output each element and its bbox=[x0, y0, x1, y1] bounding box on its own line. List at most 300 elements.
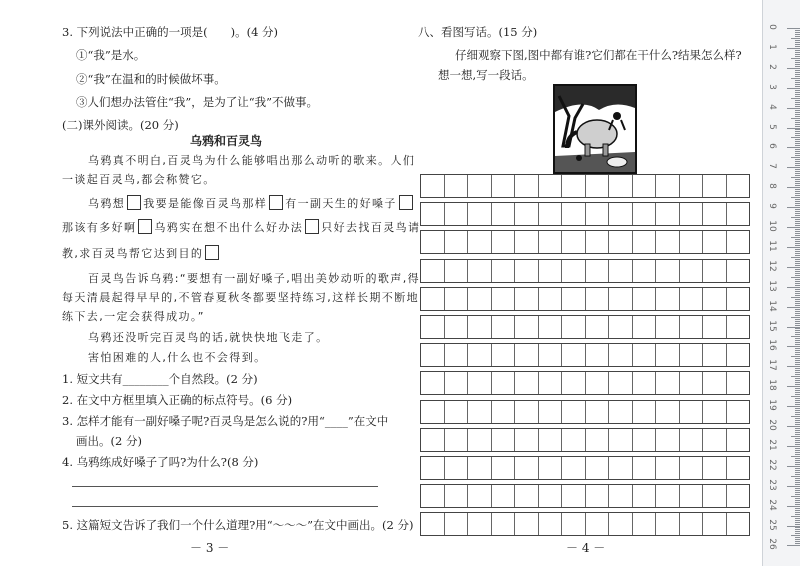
grid-cell[interactable] bbox=[421, 231, 445, 253]
grid-row[interactable] bbox=[420, 287, 750, 311]
grid-cell[interactable] bbox=[421, 401, 445, 423]
ruler-label: 12 bbox=[767, 260, 777, 272]
grid-row[interactable] bbox=[420, 202, 750, 226]
grid-cell[interactable] bbox=[586, 513, 610, 535]
ruler-minor-tick bbox=[795, 102, 800, 103]
grid-cell[interactable] bbox=[727, 429, 750, 451]
grid-cell[interactable] bbox=[703, 429, 727, 451]
ruler-minor-tick bbox=[795, 289, 800, 290]
grid-cell[interactable] bbox=[656, 513, 680, 535]
grid-cell[interactable] bbox=[656, 372, 680, 394]
grid-cell[interactable] bbox=[586, 260, 610, 282]
ruler-minor-tick bbox=[795, 195, 800, 196]
grid-cell[interactable] bbox=[562, 344, 586, 366]
punctuation-box-1[interactable] bbox=[127, 195, 141, 210]
grid-cell[interactable] bbox=[609, 175, 633, 197]
grid-cell[interactable] bbox=[421, 485, 445, 507]
grid-cell[interactable] bbox=[727, 231, 750, 253]
grid-cell[interactable] bbox=[586, 485, 610, 507]
ruler-minor-tick bbox=[791, 177, 800, 178]
grid-cell[interactable] bbox=[609, 288, 633, 310]
grid-row[interactable] bbox=[420, 174, 750, 198]
grid-cell[interactable] bbox=[468, 485, 492, 507]
ruler-label: 24 bbox=[767, 498, 777, 511]
grid-cell[interactable] bbox=[703, 513, 727, 535]
punctuation-box-4[interactable] bbox=[138, 219, 152, 234]
grid-cell[interactable] bbox=[468, 231, 492, 253]
grid-cell[interactable] bbox=[656, 485, 680, 507]
ruler-minor-tick bbox=[795, 285, 800, 286]
ruler-minor-tick bbox=[795, 281, 800, 282]
ruler-minor-tick bbox=[795, 301, 800, 302]
grid-cell[interactable] bbox=[468, 513, 492, 535]
grid-cell[interactable] bbox=[727, 344, 750, 366]
grid-cell[interactable] bbox=[421, 457, 445, 479]
ruler-minor-tick bbox=[795, 543, 800, 544]
grid-cell[interactable] bbox=[680, 401, 704, 423]
grid-cell[interactable] bbox=[562, 401, 586, 423]
grid-cell[interactable] bbox=[492, 260, 516, 282]
ruler-minor-tick bbox=[795, 110, 800, 111]
grid-cell[interactable] bbox=[468, 260, 492, 282]
grid-cell[interactable] bbox=[633, 485, 657, 507]
grid-cell[interactable] bbox=[492, 429, 516, 451]
grid-cell[interactable] bbox=[633, 457, 657, 479]
ruler-minor-tick bbox=[795, 541, 800, 542]
grid-cell[interactable] bbox=[703, 344, 727, 366]
grid-cell[interactable] bbox=[609, 513, 633, 535]
ruler-minor-tick bbox=[795, 171, 800, 172]
grid-row[interactable] bbox=[420, 512, 750, 536]
grid-cell[interactable] bbox=[539, 429, 563, 451]
ruler-minor-tick bbox=[795, 293, 800, 294]
grid-cell[interactable] bbox=[586, 203, 610, 225]
ruler-minor-tick bbox=[795, 64, 800, 65]
grid-cell[interactable] bbox=[680, 429, 704, 451]
grid-cell[interactable] bbox=[515, 485, 539, 507]
q3-option-2: ②“我”在温和的时候做坏事。 bbox=[76, 72, 226, 86]
grid-cell[interactable] bbox=[562, 316, 586, 338]
grid-cell[interactable] bbox=[633, 429, 657, 451]
grid-cell[interactable] bbox=[680, 260, 704, 282]
punctuation-box-6[interactable] bbox=[205, 245, 219, 260]
ruler-major-tick bbox=[787, 346, 800, 347]
grid-cell[interactable] bbox=[515, 288, 539, 310]
grid-cell[interactable] bbox=[680, 203, 704, 225]
grid-cell[interactable] bbox=[633, 316, 657, 338]
grid-cell[interactable] bbox=[586, 344, 610, 366]
grid-cell[interactable] bbox=[609, 401, 633, 423]
ruler-minor-tick bbox=[795, 438, 800, 439]
grid-cell[interactable] bbox=[633, 513, 657, 535]
ruler-minor-tick bbox=[795, 362, 800, 363]
grid-cell[interactable] bbox=[703, 288, 727, 310]
grid-cell[interactable] bbox=[468, 344, 492, 366]
grid-cell[interactable] bbox=[445, 485, 469, 507]
grid-cell[interactable] bbox=[586, 175, 610, 197]
grid-row[interactable] bbox=[420, 315, 750, 339]
grid-cell[interactable] bbox=[539, 316, 563, 338]
punctuation-box-2[interactable] bbox=[269, 195, 283, 210]
grid-row[interactable] bbox=[420, 259, 750, 283]
punctuation-box-5[interactable] bbox=[305, 219, 319, 234]
ruler-minor-tick bbox=[795, 155, 800, 156]
grid-row[interactable] bbox=[420, 343, 750, 367]
grid-cell[interactable] bbox=[727, 372, 750, 394]
ruler-minor-tick bbox=[795, 122, 800, 123]
grid-cell[interactable] bbox=[586, 401, 610, 423]
grid-cell[interactable] bbox=[445, 203, 469, 225]
ruler-minor-tick bbox=[791, 78, 800, 79]
grid-cell[interactable] bbox=[539, 401, 563, 423]
grid-cell[interactable] bbox=[515, 513, 539, 535]
grid-cell[interactable] bbox=[562, 513, 586, 535]
ruler-label: 14 bbox=[767, 299, 777, 312]
grid-cell[interactable] bbox=[421, 316, 445, 338]
grid-cell[interactable] bbox=[539, 175, 563, 197]
grid-cell[interactable] bbox=[492, 203, 516, 225]
grid-cell[interactable] bbox=[680, 231, 704, 253]
grid-cell[interactable] bbox=[703, 316, 727, 338]
ruler-minor-tick bbox=[795, 424, 800, 425]
ruler-minor-tick bbox=[795, 470, 800, 471]
grid-cell[interactable] bbox=[539, 485, 563, 507]
grid-cell[interactable] bbox=[633, 260, 657, 282]
grid-cell[interactable] bbox=[562, 372, 586, 394]
grid-cell[interactable] bbox=[609, 260, 633, 282]
grid-cell[interactable] bbox=[633, 231, 657, 253]
grid-cell[interactable] bbox=[539, 344, 563, 366]
grid-cell[interactable] bbox=[727, 288, 750, 310]
grid-cell[interactable] bbox=[656, 316, 680, 338]
grid-cell[interactable] bbox=[680, 316, 704, 338]
grid-cell[interactable] bbox=[727, 457, 750, 479]
ruler-minor-tick bbox=[795, 249, 800, 250]
grid-cell[interactable] bbox=[468, 401, 492, 423]
ruler-label: 15 bbox=[767, 319, 777, 332]
grid-cell[interactable] bbox=[468, 175, 492, 197]
grid-cell[interactable] bbox=[703, 457, 727, 479]
question-5: 5. 这篇短文告诉了我们一个什么道理?用“～～～”在文中画出。(2 分) bbox=[62, 518, 414, 532]
grid-cell[interactable] bbox=[609, 344, 633, 366]
ruler-minor-tick bbox=[795, 400, 800, 401]
ruler-minor-tick bbox=[795, 420, 800, 421]
grid-cell[interactable] bbox=[515, 316, 539, 338]
grid-row[interactable] bbox=[420, 400, 750, 424]
grid-cell[interactable] bbox=[492, 457, 516, 479]
grid-cell[interactable] bbox=[633, 203, 657, 225]
grid-cell[interactable] bbox=[609, 372, 633, 394]
grid-cell[interactable] bbox=[680, 344, 704, 366]
grid-cell[interactable] bbox=[468, 316, 492, 338]
ruler-minor-tick bbox=[791, 496, 800, 497]
grid-cell[interactable] bbox=[445, 316, 469, 338]
grid-row[interactable] bbox=[420, 484, 750, 508]
grid-cell[interactable] bbox=[492, 344, 516, 366]
ruler-minor-tick bbox=[795, 372, 800, 373]
grid-cell[interactable] bbox=[633, 288, 657, 310]
grid-cell[interactable] bbox=[633, 344, 657, 366]
grid-cell[interactable] bbox=[680, 513, 704, 535]
ruler-minor-tick bbox=[795, 135, 800, 136]
grid-cell[interactable] bbox=[562, 485, 586, 507]
grid-cell[interactable] bbox=[586, 231, 610, 253]
grid-cell[interactable] bbox=[445, 401, 469, 423]
grid-cell[interactable] bbox=[656, 344, 680, 366]
ruler-minor-tick bbox=[791, 356, 800, 357]
grid-row[interactable] bbox=[420, 456, 750, 480]
grid-cell[interactable] bbox=[492, 316, 516, 338]
grid-row[interactable] bbox=[420, 230, 750, 254]
grid-cell[interactable] bbox=[515, 429, 539, 451]
ruler-minor-tick bbox=[795, 126, 800, 127]
grid-cell[interactable] bbox=[421, 344, 445, 366]
grid-cell[interactable] bbox=[421, 288, 445, 310]
ruler-minor-tick bbox=[795, 233, 800, 234]
grid-cell[interactable] bbox=[445, 457, 469, 479]
ruler-label: 23 bbox=[767, 478, 777, 491]
ruler-minor-tick bbox=[795, 498, 800, 499]
ruler-minor-tick bbox=[795, 494, 800, 495]
grid-row[interactable] bbox=[420, 428, 750, 452]
grid-cell[interactable] bbox=[633, 175, 657, 197]
grid-cell[interactable] bbox=[680, 288, 704, 310]
grid-cell[interactable] bbox=[633, 401, 657, 423]
grid-cell[interactable] bbox=[680, 457, 704, 479]
ruler-minor-tick bbox=[795, 50, 800, 51]
grid-cell[interactable] bbox=[492, 513, 516, 535]
grid-cell[interactable] bbox=[445, 372, 469, 394]
grid-cell[interactable] bbox=[727, 203, 750, 225]
page-number-right: － 4 － bbox=[566, 541, 606, 555]
grid-cell[interactable] bbox=[703, 260, 727, 282]
ruler-minor-tick bbox=[795, 514, 800, 515]
grid-cell[interactable] bbox=[515, 231, 539, 253]
grid-cell[interactable] bbox=[468, 457, 492, 479]
grid-cell[interactable] bbox=[727, 513, 750, 535]
ruler-minor-tick bbox=[795, 321, 800, 322]
grid-cell[interactable] bbox=[703, 485, 727, 507]
grid-cell[interactable] bbox=[445, 513, 469, 535]
grid-cell[interactable] bbox=[562, 203, 586, 225]
ruler-major-tick bbox=[787, 227, 800, 228]
ruler-minor-tick bbox=[795, 295, 800, 296]
ruler-minor-tick bbox=[795, 510, 800, 511]
ruler-minor-tick bbox=[795, 139, 800, 140]
grid-cell[interactable] bbox=[445, 175, 469, 197]
grid-cell[interactable] bbox=[421, 429, 445, 451]
grid-cell[interactable] bbox=[539, 260, 563, 282]
grid-cell[interactable] bbox=[562, 288, 586, 310]
grid-cell[interactable] bbox=[633, 372, 657, 394]
grid-cell[interactable] bbox=[562, 260, 586, 282]
grid-cell[interactable] bbox=[515, 457, 539, 479]
grid-cell[interactable] bbox=[539, 513, 563, 535]
grid-cell[interactable] bbox=[445, 344, 469, 366]
grid-cell[interactable] bbox=[421, 372, 445, 394]
ruler-major-tick bbox=[787, 247, 800, 248]
grid-cell[interactable] bbox=[515, 260, 539, 282]
grid-cell[interactable] bbox=[539, 457, 563, 479]
ruler-minor-tick bbox=[795, 464, 800, 465]
ruler-minor-tick bbox=[795, 472, 800, 473]
ruler-minor-tick bbox=[795, 151, 800, 152]
ruler-minor-tick bbox=[795, 185, 800, 186]
grid-cell[interactable] bbox=[680, 175, 704, 197]
grid-cell[interactable] bbox=[492, 485, 516, 507]
grid-cell[interactable] bbox=[515, 344, 539, 366]
grid-cell[interactable] bbox=[727, 316, 750, 338]
grid-cell[interactable] bbox=[609, 316, 633, 338]
ruler-minor-tick bbox=[795, 480, 800, 481]
ruler-minor-tick bbox=[795, 529, 800, 530]
ruler-major-tick bbox=[787, 48, 800, 49]
grid-cell[interactable] bbox=[586, 372, 610, 394]
story-line-6: 百灵鸟告诉乌鸦:“要想有一副好嗓子,唱出美妙动听的歌声,得 bbox=[88, 272, 420, 285]
ruler-minor-tick bbox=[795, 533, 800, 534]
grid-cell[interactable] bbox=[656, 429, 680, 451]
grid-cell[interactable] bbox=[609, 203, 633, 225]
grid-cell[interactable] bbox=[656, 203, 680, 225]
ruler-minor-tick bbox=[791, 237, 800, 238]
ruler-minor-tick bbox=[795, 539, 800, 540]
grid-cell[interactable] bbox=[562, 457, 586, 479]
grid-cell[interactable] bbox=[445, 429, 469, 451]
grid-cell[interactable] bbox=[445, 288, 469, 310]
grid-cell[interactable] bbox=[421, 175, 445, 197]
ruler-minor-tick bbox=[795, 116, 800, 117]
grid-cell[interactable] bbox=[421, 260, 445, 282]
ruler-minor-tick bbox=[795, 100, 800, 101]
grid-cell[interactable] bbox=[492, 288, 516, 310]
ruler-major-tick bbox=[787, 545, 800, 546]
grid-cell[interactable] bbox=[539, 372, 563, 394]
grid-cell[interactable] bbox=[562, 175, 586, 197]
ruler-minor-tick bbox=[791, 376, 800, 377]
grid-cell[interactable] bbox=[656, 288, 680, 310]
grid-cell[interactable] bbox=[445, 231, 469, 253]
grid-cell[interactable] bbox=[609, 429, 633, 451]
ruler-minor-tick bbox=[795, 537, 800, 538]
ruler-minor-tick bbox=[795, 410, 800, 411]
grid-cell[interactable] bbox=[727, 485, 750, 507]
ruler-minor-tick bbox=[795, 104, 800, 105]
ruler-minor-tick bbox=[795, 390, 800, 391]
grid-cell[interactable] bbox=[562, 231, 586, 253]
question-2: 2. 在文中方框里填入正确的标点符号。(6 分) bbox=[62, 393, 293, 407]
grid-cell[interactable] bbox=[727, 401, 750, 423]
grid-cell[interactable] bbox=[586, 288, 610, 310]
grid-cell[interactable] bbox=[539, 203, 563, 225]
ruler-minor-tick bbox=[795, 350, 800, 351]
grid-cell[interactable] bbox=[586, 457, 610, 479]
ruler-minor-tick bbox=[795, 508, 800, 509]
story-title: 乌鸦和百灵鸟 bbox=[190, 134, 263, 148]
grid-cell[interactable] bbox=[468, 429, 492, 451]
answer-line[interactable] bbox=[72, 506, 378, 507]
grid-cell[interactable] bbox=[609, 457, 633, 479]
grid-cell[interactable] bbox=[703, 203, 727, 225]
grid-cell[interactable] bbox=[445, 260, 469, 282]
grid-cell[interactable] bbox=[703, 401, 727, 423]
grid-cell[interactable] bbox=[586, 316, 610, 338]
ruler-minor-tick bbox=[795, 444, 800, 445]
grid-cell[interactable] bbox=[515, 203, 539, 225]
ruler-minor-tick bbox=[795, 209, 800, 210]
grid-cell[interactable] bbox=[515, 372, 539, 394]
grid-cell[interactable] bbox=[727, 260, 750, 282]
ruler-minor-tick bbox=[795, 169, 800, 170]
grid-cell[interactable] bbox=[492, 231, 516, 253]
grid-cell[interactable] bbox=[468, 288, 492, 310]
grid-cell[interactable] bbox=[703, 372, 727, 394]
ruler-minor-tick bbox=[795, 199, 800, 200]
ruler-minor-tick bbox=[795, 193, 800, 194]
grid-cell[interactable] bbox=[727, 175, 750, 197]
grid-cell[interactable] bbox=[539, 231, 563, 253]
grid-cell[interactable] bbox=[656, 175, 680, 197]
ruler-minor-tick bbox=[791, 157, 800, 158]
grid-cell[interactable] bbox=[609, 231, 633, 253]
grid-cell[interactable] bbox=[421, 513, 445, 535]
ruler-minor-tick bbox=[791, 436, 800, 437]
grid-cell[interactable] bbox=[468, 372, 492, 394]
ruler-minor-tick bbox=[795, 388, 800, 389]
ruler-minor-tick bbox=[795, 80, 800, 81]
grid-cell[interactable] bbox=[515, 401, 539, 423]
grid-cell[interactable] bbox=[468, 203, 492, 225]
grid-cell[interactable] bbox=[492, 401, 516, 423]
answer-line[interactable] bbox=[72, 486, 378, 487]
grid-cell[interactable] bbox=[656, 457, 680, 479]
grid-cell[interactable] bbox=[656, 401, 680, 423]
ruler-minor-tick bbox=[795, 380, 800, 381]
grid-cell[interactable] bbox=[562, 429, 586, 451]
ruler-label: 4 bbox=[767, 103, 777, 110]
ruler-minor-tick bbox=[795, 40, 800, 41]
ruler-major-tick bbox=[787, 446, 800, 447]
ruler-minor-tick bbox=[795, 468, 800, 469]
grid-cell[interactable] bbox=[609, 485, 633, 507]
grid-row[interactable] bbox=[420, 371, 750, 395]
ruler-minor-tick bbox=[795, 404, 800, 405]
picture-illustration bbox=[553, 84, 637, 174]
ruler-minor-tick bbox=[795, 348, 800, 349]
ruler-minor-tick bbox=[795, 223, 800, 224]
ruler-label: 25 bbox=[767, 518, 777, 531]
ruler-label: 22 bbox=[767, 459, 777, 471]
story-fragment: 乌鸦实在想不出什么好办法 bbox=[154, 221, 304, 234]
grid-cell[interactable] bbox=[680, 485, 704, 507]
grid-cell[interactable] bbox=[656, 260, 680, 282]
grid-cell[interactable] bbox=[492, 175, 516, 197]
ruler-label: 2 bbox=[767, 63, 777, 70]
ruler-minor-tick bbox=[791, 118, 800, 119]
grid-cell[interactable] bbox=[586, 429, 610, 451]
grid-cell[interactable] bbox=[515, 175, 539, 197]
grid-cell[interactable] bbox=[492, 372, 516, 394]
grid-cell[interactable] bbox=[680, 372, 704, 394]
grid-cell[interactable] bbox=[539, 288, 563, 310]
question-3: 3. 怎样才能有一副好嗓子呢?百灵鸟是怎么说的?用“____”在文中 bbox=[62, 414, 389, 428]
ruler bbox=[762, 0, 800, 566]
grid-cell[interactable] bbox=[703, 175, 727, 197]
grid-cell[interactable] bbox=[703, 231, 727, 253]
ruler-minor-tick bbox=[795, 319, 800, 320]
grid-cell[interactable] bbox=[656, 231, 680, 253]
grid-cell[interactable] bbox=[421, 203, 445, 225]
ruler-label: 17 bbox=[767, 359, 777, 372]
